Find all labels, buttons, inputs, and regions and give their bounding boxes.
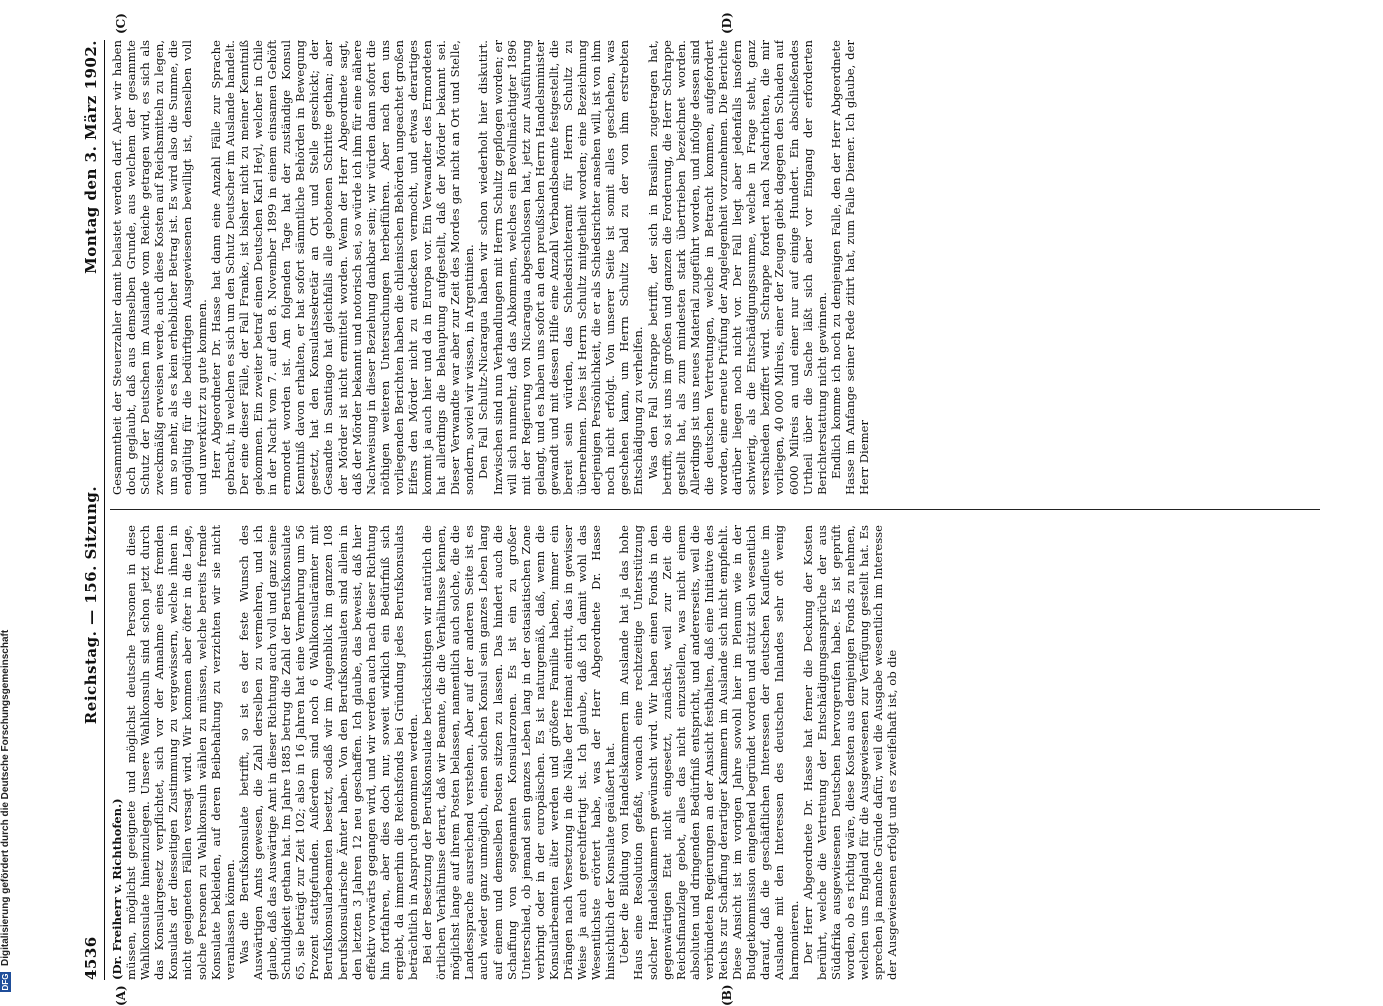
margin-marker-b: (B) bbox=[720, 985, 734, 1006]
paragraph: Den Fall Schultz-Nicaragua haben wir schon wiederholt hier diskutirt. Inzwischen sind nun Verhandlungen mit Herrn Schultz gepflogen worden; er will sich nunmehr, daß das Abkommen, welches ein Bevollmächtigter 1896 mit der Regierung von Nicaragua abgeschlossen hat, jetzt zur Ausführung gelangt, und es haben uns sofort an den preußischen Herrn Handelsminister gewandt und mit dessen Hilfe eine Anzahl Verbandsbeamte festgestellt, die bereit sein würden, das Schiedsrichteramt für Herrn Schultz zu übernehmen. Dies ist Herrn Schultz mitgetheilt worden; eine Bezeichnung derjenigen Persönlichkeit, die er als Schiedsrichter ansehen will, ist von ihm noch nicht erfolgt. Von unserer Seite ist somit alles geschehen, was geschehen kann, um Herrn Schultz bald zu der von ihm erstrebten Entschädigung zu verhelfen. bbox=[476, 40, 645, 495]
paragraph: Was die Berufskonsulate betrifft, so ist es der feste Wunsch des Auswärtigen Amts gewesen, die Zahl derselben zu vermehren, und ich glaube, daß das Auswärtige Amt in dieser Richtung auch voll und ganz seine Schuldigkeit gethan hat. Im Jahre 1885 betrug die Zahl der Berufskonsulate 65, sie beträgt zur Zeit 102; also in 16 Jahren hat eine Vermehrung um 56 Prozent stattgefunden. Außerdem sind noch 6 Wahlkonsularämter mit Berufskonsularbeamten besetzt, sodaß wir im Augenblick im ganzen 108 berufskonsularische Ämter haben. Von den Berufskonsulaten sind allein in den letzten 3 Jahren 12 neu geschaffen. Ich glaube, das beweist, daß hier effektiv vorwärts gegangen wird, und wir werden auch nach dieser Richtung hin fortfahren, aber dies doch nur, soweit wirklich ein Bedürfniß sich ergiebt, da immerhin die Reichsfonds bei Gründung jedes Berufskonsulats beträchtlich in Anspruch genommen werden. bbox=[237, 525, 420, 980]
running-title: Reichstag. — 156. Sitzung. bbox=[82, 486, 100, 724]
paragraph: Der Herr Abgeordnete Dr. Hasse hat ferner die Deckung der Kosten berührt, welche die Vertretung der Entschädigungsansprüche der aus Südafrika ausgewiesenen Deutschen hervorgerufen habe. Es ist geprüft worden, ob es richtig wäre, diese Kosten aus demjenigen Fonds zu nehmen, welchen uns England für die Ausgewiesenen zur Verfügung gestellt hat. Es sprechen ja manche Gründe dafür, weil die Ausgabe wesentlich im Interesse der Ausgewiesenen erfolgt und es zweifelhaft ist, ob die bbox=[801, 525, 900, 980]
credit-text: Digitalisierung gefördert durch die Deutsche Forschungsgemeinschaft bbox=[0, 630, 11, 966]
paragraph: Endlich komme ich noch zu demjenigen Falle, den der Herr Abgeordnete Hasse im Anfange seiner Rede zitirt hat, zum Falle Diemer. Ich glaube, der Herr Diemer bbox=[829, 40, 871, 495]
paragraph: Bei der Besetzung der Berufskonsulate berücksichtigen wir natürlich die örtlichen Verhältnisse derart, daß wir Beamte, die die Verhältnisse kennen, möglichst lange auf ihrem Posten belassen, namentlich auch solche, die die Landessprache ausreichend verstehen. Aber auf der anderen Seite ist es auch wieder ganz unmöglich, einen solchen Konsul sein ganzes Leben lang auf einem und demselben Posten sitzen zu lassen. Das hindert auch die Schaffung von sogenannten Konsularzonen. Es ist ein zu großer Unterschied, ob jemand sein ganzes Leben lang in der ostasiatischen Zone verbringt oder in der europäischen. Es ist naturgemäß, daß, wenn die Konsularbeamten älter werden und größere Familie haben, immer ein Drängen nach Versetzung in die Nähe der Heimat eintritt, das in gewisser Weise ja auch gerechtfertigt ist. Ich glaube, daß ich damit wohl das Wesentlichste erörtert habe, was der Herr Abgeordnete Dr. Hasse hinsichtlich der Konsulate geäußert hat. bbox=[420, 525, 617, 980]
paragraph: Was den Fall Schrappe betrifft, der sich in Brasilien zugetragen hat, betrifft, so ist uns im großen und ganzen die Forderung, die Herr Schrappe gestellt hat, als zum mindesten stark übertrieben bezeichnet worden. Allerdings ist uns neues Material zugeführt worden, und infolge dessen sind die deutschen Vertretungen, welche in Betracht kommen, aufgefordert worden, eine erneute Prüfung der Angelegenheit vorzunehmen. Die Berichte darüber liegen noch nicht vor. Der Fall liegt aber jedenfalls insofern schwierig, als die Entschädigungssumme, welche in Frage steht, ganz verschieden beziffert wird. Schrappe fordert nach Nachrichten, die mir vorliegen, 40 000 Milreis, einer der Zeugen giebt dagegen den Schaden auf 6000 Milreis an und einer nur auf einige Hundert. Ein abschließendes Urtheil über die Sache läßt sich aber vor Eingang der erforderten Berichterstattung nicht gewinnen. bbox=[646, 40, 829, 495]
page-number: 4536 bbox=[82, 936, 100, 980]
margin-marker-a: (A) bbox=[114, 985, 128, 1006]
column-divider bbox=[110, 509, 1320, 510]
page-header bbox=[80, 40, 102, 980]
paragraph: müssen, möglichst geeignete und möglichst deutsche Personen in diese Wahlkonsulate hineinzulegen. Unsere Wahlkonsuln sind schon jetzt durch das Konsulargesetz verpflichtet, sich vor der Annahme eines fremden Konsulats der diesseitigen Zustimmung zu vergewissern, welche ihnen in nicht geeigneten Fällen versagt wird. Wir kommen aber öfter in die Lage, solche Personen zu Wahlkonsuln wählen zu müssen, welche bereits fremde Konsulate bekleiden, auf deren Beibehaltung zu verzichten wir sie nicht veranlassen können. bbox=[124, 525, 237, 980]
session-date: Montag den 3. März 1902. bbox=[82, 40, 100, 274]
dfg-logo: DFG bbox=[0, 972, 11, 992]
paragraph: Ueber die Bildung von Handelskammern im Auslande hat ja das hohe Haus eine Resolution gefaßt, wonach eine rechtzeitige Unterstützung solcher Handelskammern gewünscht wird. Wir haben einen Fonds in den gegenwärtigen Etat nicht eingesetzt, zunächst, weil zur Zeit die Reichsfinanzlage gebot, alles das nicht einzustellen, was nicht einem absoluten und dringenden Bedürfniß entspricht, und andererseits, weil die verbündeten Regierungen an der Ansicht festhalten, daß eine Initiative des Reichs zur Schaffung derartiger Kammern im Auslande sich nicht empfiehlt. Diese Ansicht ist im vorigen Jahre sowohl hier im Plenum wie in der Budgetkommission eingehend begründet worden und stützt sich wesentlich darauf, daß die geschäftlichen Interessen der deutschen Kaufleute im Auslande mit den Interessen des deutschen Inlandes sehr oft wenig harmonieren. bbox=[617, 525, 800, 980]
left-column bbox=[110, 525, 1320, 980]
paragraph: Gesammtheit der Steuerzahler damit belastet werden darf. Aber wir haben doch geglaubt, daß aus demselben Grunde, aus welchem der gesammte Schutz der Deutschen im Auslande vom Reiche getragen wird, es sich als zweckmäßig erweisen werde, auch diese Kosten auf Reichsmitteln zu legen, um so mehr, als es kein erheblicher Betrag ist. Es wird also die Summe, die endgültig für die bedürftigen Ausgewiesenen bewilligt ist, denselben voll und unverkürzt zu gute kommen. bbox=[110, 40, 209, 495]
header-rule bbox=[104, 40, 105, 980]
margin-marker-c: (C) bbox=[114, 13, 128, 34]
speaker-line: (Dr. Freiherr v. Richthofen.) bbox=[110, 525, 124, 980]
digitization-credit bbox=[0, 0, 22, 1000]
newspaper-page bbox=[80, 40, 1330, 980]
paragraph: Herr Abgeordneter Dr. Hasse hat dann eine Anzahl Fälle zur Sprache gebracht, in welchen es sich um den Schutz Deutscher im Auslande handelt. Der eine dieser Fälle, der Fall Franke, ist bisher nicht zu meiner Kenntniß gekommen. Ein zweiter betraf einen Deutschen Karl Heyl, welcher in Chile in der Nacht vom 7. auf den 8. November 1899 in einem einsamen Gehöft ermordet worden ist. Am folgenden Tage hat der zuständige Konsul Kenntniß davon erhalten, er hat sofort sämmtliche Behörden in Bewegung gesetzt, hat den Konsulatssekretär an Ort und Stelle geschickt; der Gesandte in Santiago hat gleichfalls alle gebotenen Schritte gethan; aber der Mörder ist nicht ermittelt worden. Wenn der Herr Abgeordnete sagt, daß der Mörder bekannt und notorisch sei, so würde ich ihm für eine nähere Nachweisung in dieser Beziehung dankbar sein; wir würden dann sofort die nöthigen weiteren Untersuchungen herbeiführen. Aber nach den uns vorliegenden Berichten haben die chilenischen Behörden ungeachtet großen Eifers den Mörder nicht zu entdecken vermocht, und etwas derartiges kommt ja auch hier und da in Europa vor. Ein Verwandter des Ermordeten hat allerdings die Behauptung aufgestellt, daß der Mörder bekannt sei. Dieser Verwandte war aber zur Zeit des Mordes gar nicht an Ort und Stelle, sondern, soviel wir wissen, in Argentinien. bbox=[209, 40, 477, 495]
margin-marker-d: (D) bbox=[720, 12, 734, 34]
right-column bbox=[110, 40, 1320, 495]
